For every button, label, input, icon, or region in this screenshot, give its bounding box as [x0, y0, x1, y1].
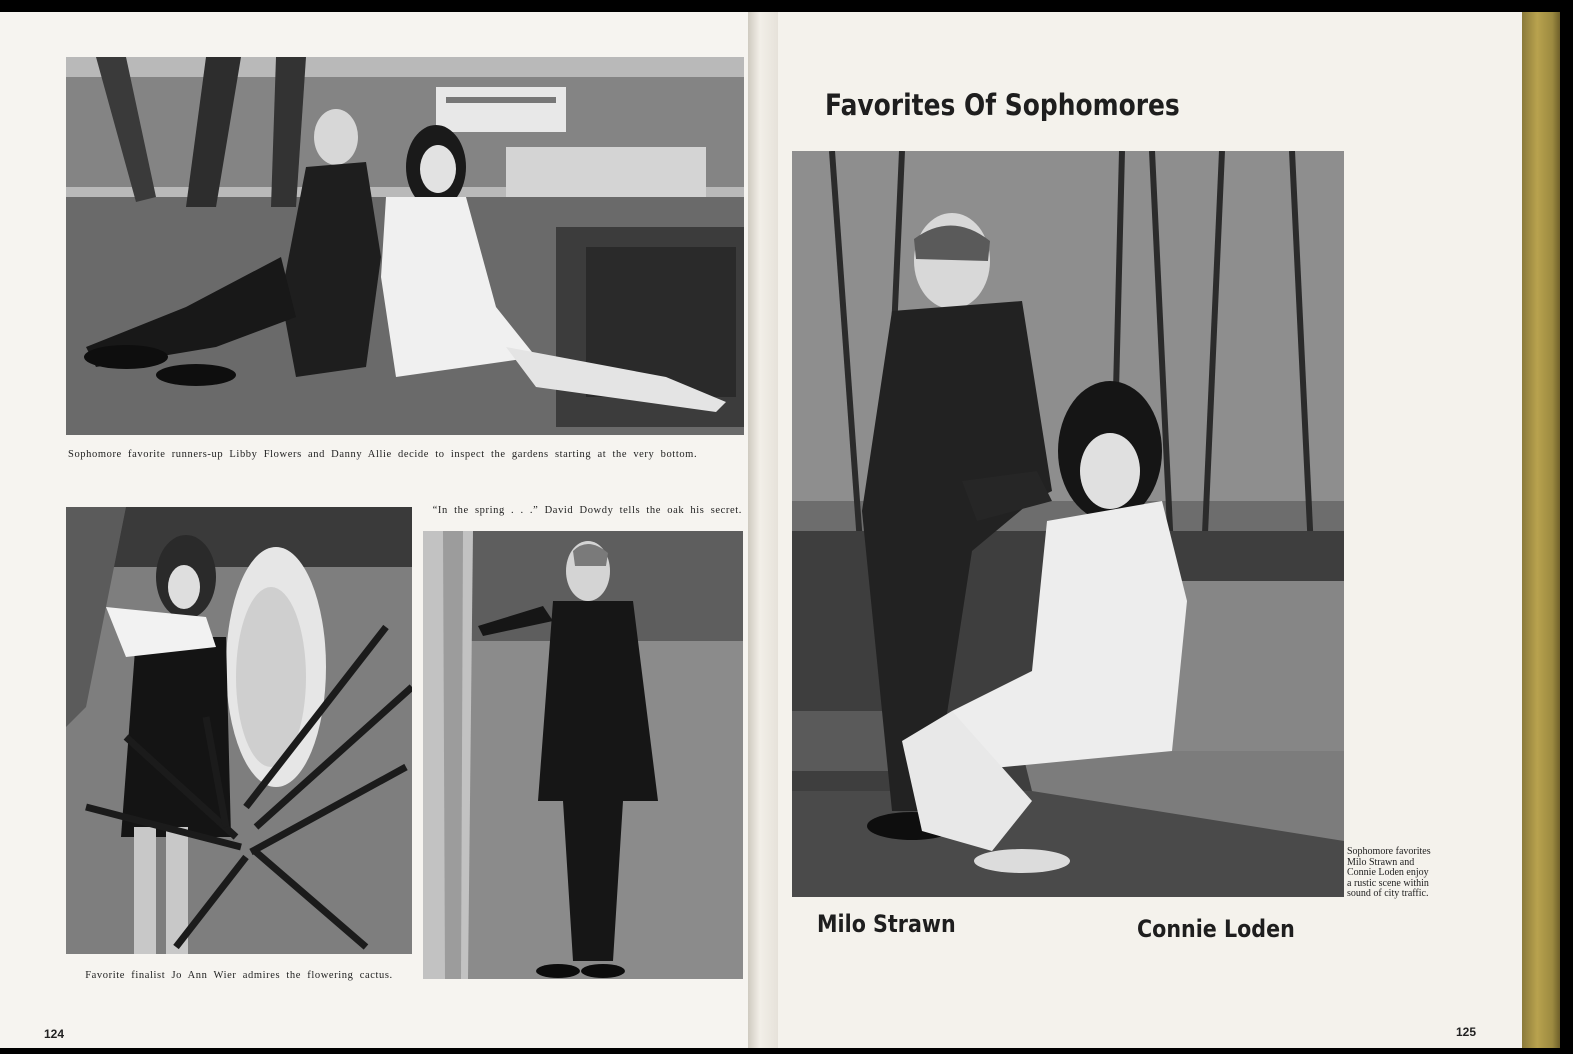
page-number-right: 125 — [1456, 1025, 1477, 1039]
side-caption-line: a rustic scene within — [1347, 877, 1429, 889]
side-caption — [1347, 847, 1455, 900]
caption-runners-up: Sophomore favorite runners-up Libby Flowers and Danny Allie decide to inspect the gardens starting at the very bottom. — [68, 449, 698, 460]
photo-couple-by-pond — [66, 57, 744, 435]
page-headline: Favorites Of Sophomores — [825, 88, 1180, 122]
caption-finalist: Favorite finalist Jo Ann Wier admires the flowering cactus. — [85, 970, 393, 981]
photo-girl-with-cactus — [66, 507, 412, 954]
gilded-edge — [1522, 12, 1560, 1048]
side-caption-line: Milo Strawn and — [1347, 856, 1415, 868]
name-connie-loden: Connie Loden — [1137, 915, 1295, 943]
page-number-left: 124 — [44, 1027, 65, 1041]
side-caption-line: sound of city traffic. — [1347, 888, 1429, 899]
book-spine — [748, 12, 778, 1048]
side-caption-line: Connie Loden enjoy — [1347, 867, 1429, 878]
caption-spring-quote: “In the spring . . .” David Dowdy tells the oak his secret. — [432, 505, 742, 516]
photo-boy-by-oak — [423, 531, 743, 979]
side-caption-line: Sophomore favorites — [1347, 846, 1431, 857]
name-milo-strawn: Milo Strawn — [817, 910, 956, 938]
photo-rustic-scene — [792, 151, 1344, 897]
